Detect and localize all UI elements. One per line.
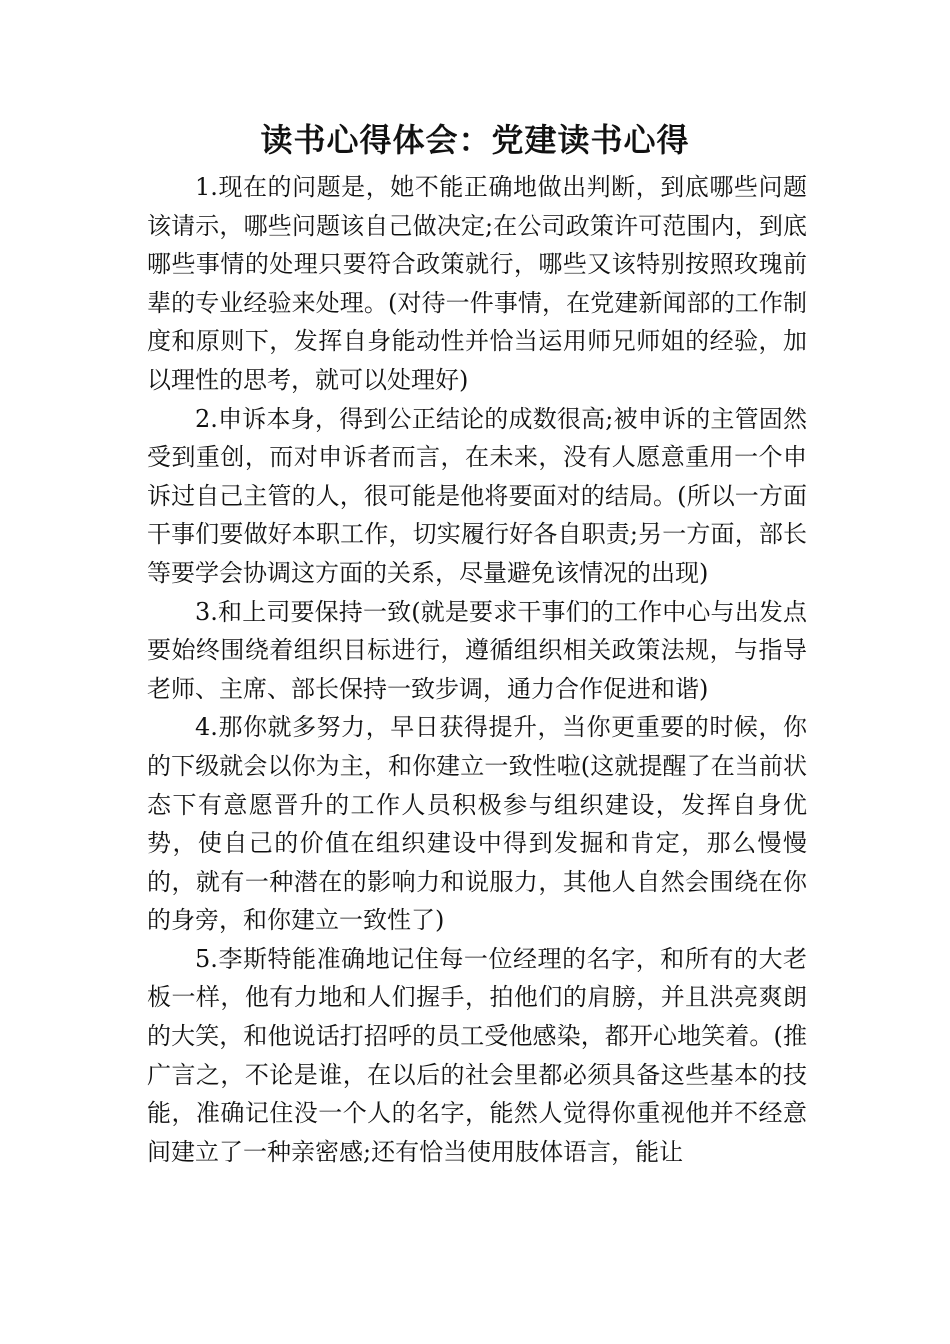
document-body xyxy=(147,168,807,1171)
document-title: 读书心得体会：党建读书心得 xyxy=(260,121,690,159)
paragraph-4: 4.那你就多努力，早日获得提升，当你更重要的时候，你的下级就会以你为主，和你建立一致性啦(这就提醒了在当前状态下有意愿晋升的工作人员积极参与组织建设，发挥自身优势，使自己的价值在组织建设中得到发掘和肯定，那么慢慢的，就有一种潜在的影响力和说服力，其他人自然会围绕在你的身旁，和你建立一致性了) xyxy=(147,713,807,935)
paragraph-1: 1.现在的问题是，她不能正确地做出判断，到底哪些问题该请示，哪些问题该自己做决定;在公司政策许可范围内，到底哪些事情的处理只要符合政策就行，哪些又该特别按照玫瑰前辈的专业经验来处理。(对待一件事情，在党建新闻部的工作制度和原则下，发挥自身能动性并恰当运用师兄师姐的经验，加以理性的思考，就可以处理好) xyxy=(147,173,807,394)
paragraph-5: 5.李斯特能准确地记住每一位经理的名字，和所有的大老板一样，他有力地和人们握手，拍他们的肩膀，并且洪亮爽朗的大笑，和他说话打招呼的员工受他感染，都开心地笑着。(推广言之，不论是谁，在以后的社会里都必须具备这些基本的技能，准确记住没一个人的名字，能然人觉得你重视他并不经意间建立了一种亲密感;还有恰当使用肢体语言，能让 xyxy=(147,944,807,1166)
paragraph-3: 3.和上司要保持一致(就是要求干事们的工作中心与出发点要始终围绕着组织目标进行，遵循组织相关政策法规，与指导老师、主席、部长保持一致步调，通力合作促进和谐) xyxy=(147,597,807,703)
paragraph-2: 2.申诉本身，得到公正结论的成数很高;被申诉的主管固然受到重创，而对申诉者而言，在未来，没有人愿意重用一个申诉过自己主管的人，很可能是他将要面对的结局。(所以一方面干事们要做好本职工作，切实履行好各自职责;另一方面，部长等要学会协调这方面的关系，尽量避免该情况的出现) xyxy=(147,404,807,587)
